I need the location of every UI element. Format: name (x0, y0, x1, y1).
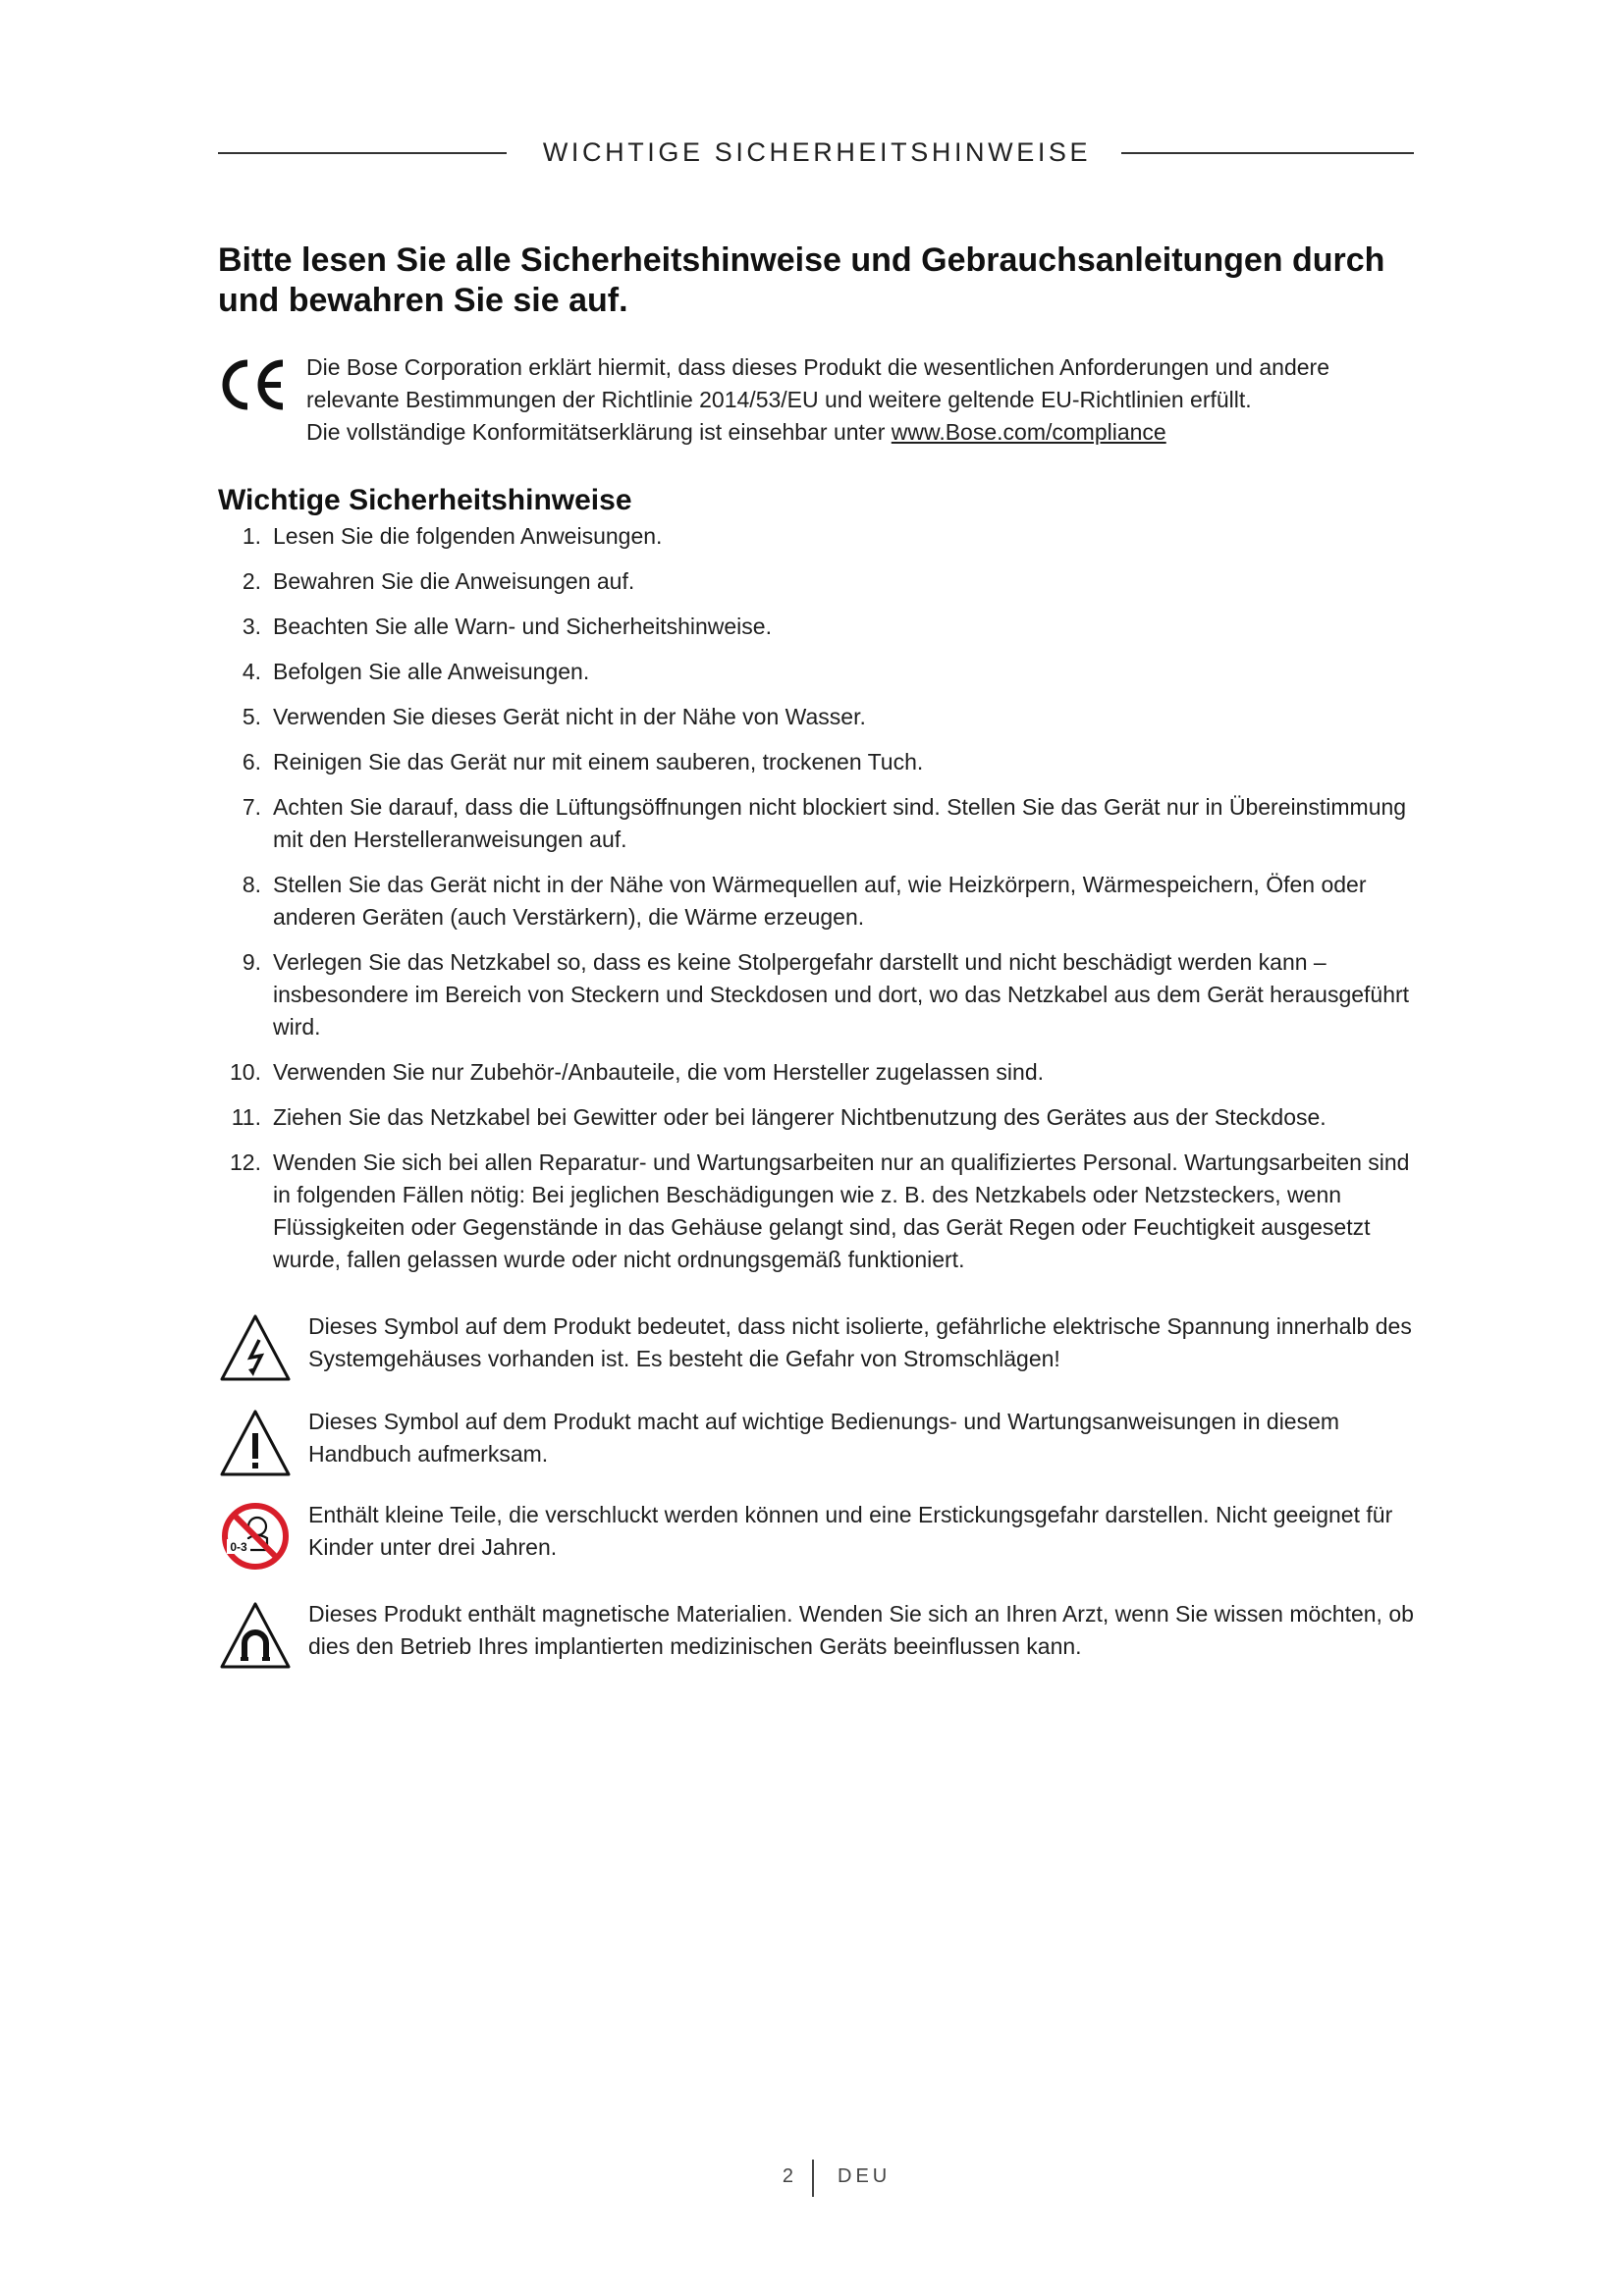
list-item (218, 565, 1426, 598)
step-number: 9. (242, 949, 261, 975)
exclamation-warning-icon (218, 1406, 293, 1480)
list-item (218, 1056, 1426, 1089)
list-item (218, 946, 1426, 1043)
list-item (218, 611, 1426, 643)
step-text: Verwenden Sie dieses Gerät nicht in der Nähe von Wasser. (273, 704, 866, 729)
list-item (218, 869, 1426, 934)
ce-mark-icon (218, 357, 289, 412)
ce-text-line-3 (306, 416, 1329, 449)
step-number: 1. (242, 523, 261, 549)
symbol-text: Enthält kleine Teile, die verschluckt werden können und eine Erstickungsgefahr darstellen. Nicht geeignet für Kinder unter drei Jahren. (308, 1502, 1393, 1560)
page-number: 2 (782, 2165, 795, 2187)
symbol-text: Dieses Symbol auf dem Produkt bedeutet, dass nicht isolierte, gefährliche elektrische Spannung innerhalb des Systemgehäuses vorhanden ist. Es besteht die Gefahr von Stromschlägen! (308, 1313, 1412, 1371)
list-item (218, 746, 1426, 778)
step-number: 6. (242, 749, 261, 774)
page-footer (0, 2160, 1624, 2199)
ce-text-line-2: relevante Bestimmungen der Richtlinie 2014/53/EU und weitere geltende EU-Richtlinien erfüllt. (306, 387, 1252, 412)
step-text: Ziehen Sie das Netzkabel bei Gewitter oder bei längerer Nichtbenutzung des Gerätes aus der Steckdose. (273, 1104, 1326, 1130)
safety-instructions-list (218, 520, 1426, 1276)
list-item (218, 701, 1426, 733)
footer-divider (812, 2160, 814, 2197)
main-heading: Bitte lesen Sie alle Sicherheitshinweise und Gebrauchsanleitungen durch und bewahren Sie sie auf. (218, 241, 1385, 319)
symbol-text: Dieses Symbol auf dem Produkt macht auf wichtige Bedienungs- und Wartungsanweisungen in diesem Handbuch aufmerksam. (308, 1409, 1340, 1467)
step-number: 12. (230, 1149, 261, 1175)
ce-text-line-1: Die Bose Corporation erklärt hiermit, dass dieses Produkt die wesentlichen Anforderungen und andere (306, 354, 1329, 380)
step-number: 11. (231, 1104, 261, 1130)
step-number: 2. (242, 568, 261, 594)
list-item (218, 1147, 1426, 1276)
compliance-link[interactable]: www.Bose.com/compliance (891, 419, 1166, 445)
step-number: 8. (242, 872, 261, 897)
language-code: DEU (838, 2165, 892, 2187)
step-text: Lesen Sie die folgenden Anweisungen. (273, 523, 663, 549)
step-text: Reinigen Sie das Gerät nur mit einem sauberen, trockenen Tuch. (273, 749, 924, 774)
step-text: Wenden Sie sich bei allen Reparatur- und Wartungsarbeiten nur an qualifiziertes Personal. Wartungsarbeiten sind in folgenden Fällen nötig: Bei jeglichen Beschädigungen wie z. B. des Netzkabels oder Netzsteckers, wenn Flüssigkeiten oder Gegenstände in das Gehäuse gelangt sind, das Gerät Regen oder Feuchtigkeit ausgesetzt wurde, fallen gelassen wurde oder nicht ordnungsgemäß funktioniert. (273, 1149, 1410, 1272)
symbol-text: Dieses Produkt enthält magnetische Materialien. Wenden Sie sich an Ihren Arzt, wenn Sie wissen möchten, ob dies den Betrieb Ihres implantierten medizinischen Geräts beeinflussen kann. (308, 1601, 1414, 1659)
step-number: 5. (242, 704, 261, 729)
step-text: Befolgen Sie alle Anweisungen. (273, 659, 590, 684)
list-item (218, 1101, 1426, 1134)
header-rule-right (1121, 152, 1414, 154)
header-rule-left (218, 152, 507, 154)
step-text: Stellen Sie das Gerät nicht in der Nähe von Wärmequellen auf, wie Heizkörpern, Wärmespeichern, Öfen oder anderen Geräten (auch Verstärkern), die Wärme erzeugen. (273, 872, 1367, 930)
list-item (218, 791, 1426, 856)
lightning-warning-icon (218, 1310, 293, 1385)
step-text: Verlegen Sie das Netzkabel so, dass es keine Stolpergefahr darstellt und nicht beschädigt werden kann – insbesondere im Bereich von Steckern und Steckdosen und dort, wo das Netzkabel aus dem Gerät herausgeführt wird. (273, 949, 1410, 1040)
list-item (218, 656, 1426, 688)
page-header (218, 135, 1414, 169)
step-number: 10. (230, 1059, 261, 1085)
step-number: 4. (242, 659, 261, 684)
step-text: Beachten Sie alle Warn- und Sicherheitshinweise. (273, 614, 772, 639)
step-number: 7. (242, 794, 261, 820)
step-number: 3. (242, 614, 261, 639)
magnet-warning-icon (218, 1598, 293, 1673)
header-title: WICHTIGE SICHERHEITSHINWEISE (542, 137, 1092, 167)
choking-hazard-icon (218, 1499, 293, 1574)
section-heading: Wichtige Sicherheitshinweise (218, 484, 632, 516)
list-item (218, 520, 1426, 553)
ce-text-line-3-prefix: Die vollständige Konformitätserklärung ist einsehbar unter (306, 419, 886, 445)
step-text: Achten Sie darauf, dass die Lüftungsöffnungen nicht blockiert sind. Stellen Sie das Gerät nur in Übereinstimmung mit den Herstelleranweisungen auf. (273, 794, 1407, 852)
step-text: Verwenden Sie nur Zubehör-/Anbauteile, die vom Hersteller zugelassen sind. (273, 1059, 1044, 1085)
choking-age-label: 0-3 (230, 1540, 247, 1554)
step-text: Bewahren Sie die Anweisungen auf. (273, 568, 635, 594)
